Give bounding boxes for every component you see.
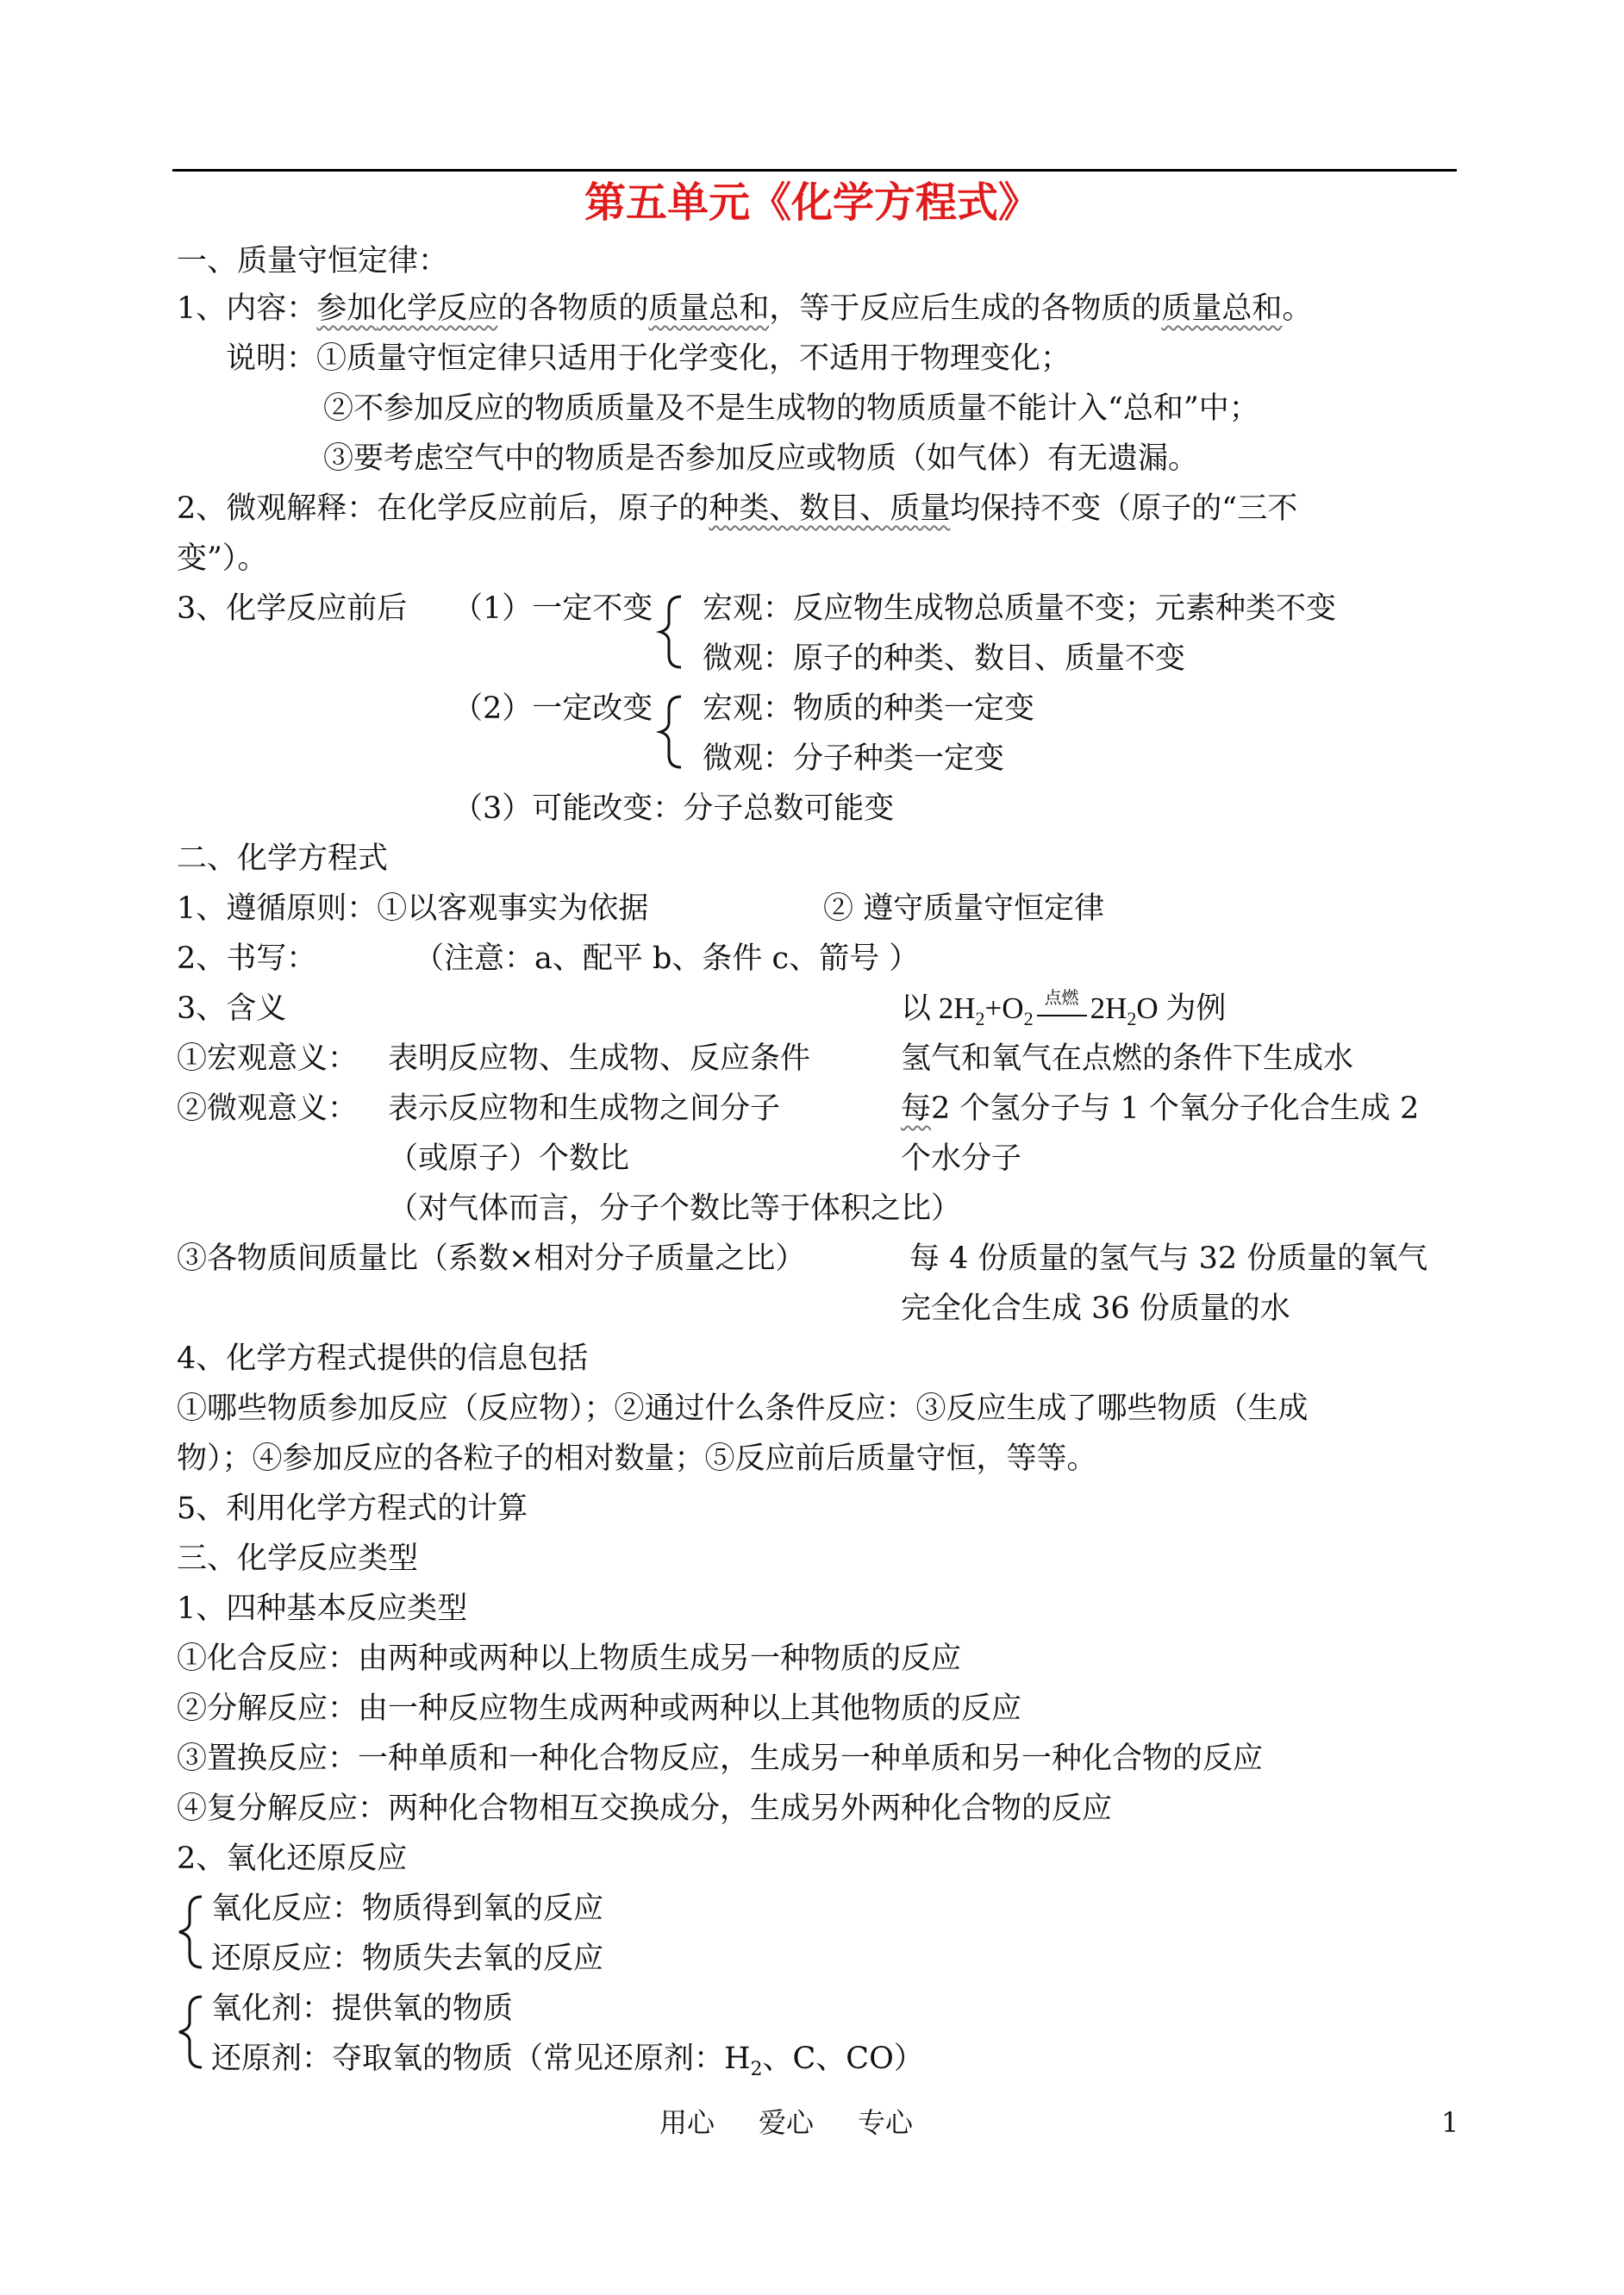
underlined-text: 化学反应 — [377, 291, 498, 326]
case-unchanged: （1）一定不变 — [453, 591, 653, 626]
case-maybe: （3）可能改变：分子总数可能变 — [453, 791, 895, 826]
combination-reaction: ①化合反应：由两种或两种以上物质生成另一种物质的反应 — [177, 1642, 962, 1676]
micro-meaning-text: 表示反应物和生成物之间分子 — [388, 1091, 781, 1126]
writing-label: 2、书写： — [177, 941, 317, 976]
macro-meaning-example: 氢气和氧气在点燃的条件下生成水 — [901, 1041, 1354, 1076]
underlined-text: 质量总和 — [648, 291, 770, 326]
text: 、C、CO） — [762, 2042, 924, 2076]
underlined-text: 每 — [901, 1091, 932, 1126]
subscript: 2 — [975, 1008, 985, 1029]
page-number: 1 — [1441, 2106, 1459, 2139]
displacement-reaction: ③置换反应：一种单质和一种化合物反应，生成另一种单质和另一种化合物的反应 — [177, 1742, 1264, 1776]
reducing-agent — [211, 2035, 924, 2083]
paragraph-content — [177, 285, 1312, 333]
text: +O — [984, 991, 1024, 1025]
underlined-text: 参加 — [316, 291, 378, 326]
principle-2: ② 遵守质量守恒定律 — [823, 891, 1105, 926]
decomposition-reaction: ②分解反应：由一种反应物生成两种或两种以上其他物质的反应 — [177, 1692, 1022, 1726]
underlined-text: 质量总和 — [1161, 291, 1283, 326]
case-changed-micro: 微观：分子种类一定变 — [703, 741, 1005, 776]
redox-heading: 2、氧化还原反应 — [177, 1842, 408, 1876]
text: 均保持不变（原子的“三不 — [950, 491, 1298, 526]
note-line-1 — [226, 335, 1071, 383]
text: 2H — [938, 991, 976, 1025]
text: ，等于反应后生成的各物质的 — [769, 291, 1162, 326]
mass-ratio-label: ③各物质间质量比（系数×相对分子质量之比） — [177, 1241, 806, 1276]
micro-meaning-label: ②微观意义： — [177, 1091, 359, 1126]
reaction-arrow — [1034, 988, 1090, 1020]
double-decomposition-reaction: ④复分解反应：两种化合物相互交换成分，生成另外两种化合物的反应 — [177, 1792, 1113, 1826]
note-label: 说明： — [226, 341, 317, 376]
text: 为例 — [1158, 991, 1227, 1025]
text: 1、内容： — [177, 291, 317, 326]
oxidizing-agent: 氧化剂：提供氧的物质 — [211, 1992, 514, 2026]
paragraph-micro-cont: 变”）。 — [177, 541, 268, 576]
oxidation-reaction: 氧化反应：物质得到氧的反应 — [211, 1892, 604, 1926]
example-equation — [901, 985, 1226, 1033]
note-line-3: ③要考虑空气中的物质是否参加反应或物质（如气体）有无遗漏。 — [323, 441, 1199, 476]
subscript: 2 — [750, 2059, 763, 2080]
case-changed: （2）一定改变 — [453, 691, 653, 726]
section-heading-1: 一、质量守恒定律： — [177, 244, 449, 278]
section-heading-2: 二、化学方程式 — [177, 841, 389, 876]
principle-1: 1、遵循原则：①以客观事实为依据 — [177, 891, 649, 926]
condition-label: 点燃 — [1044, 988, 1079, 1008]
note-line-2: ②不参加反应的物质质量及不是生成物的物质质量不能计入“总和”中； — [323, 391, 1259, 426]
writing-note: （注意：a、配平 b、条件 c、箭号 ） — [414, 941, 920, 976]
case-unchanged-micro: 微观：原子的种类、数目、质量不变 — [703, 641, 1186, 676]
section-heading-3: 三、化学反应类型 — [177, 1541, 419, 1576]
micro-meaning-example — [901, 1085, 1419, 1133]
text: 2 个氢分子与 1 个氧分子化合生成 2 — [931, 1091, 1420, 1126]
case-unchanged-macro: 宏观：反应物生成物总质量不变；元素种类不变 — [703, 591, 1337, 626]
micro-meaning-text-3: （对气体而言，分子个数比等于体积之比） — [388, 1191, 962, 1226]
brace-icon — [655, 693, 686, 771]
info-line-2: 物）；④参加反应的各粒子的相对数量；⑤反应前后质量守恒，等等。 — [177, 1441, 1097, 1476]
macro-meaning-text: 表明反应物、生成物、反应条件 — [388, 1041, 811, 1076]
brace-icon — [655, 593, 686, 671]
arrow-bar — [1037, 1015, 1087, 1016]
text: 2、微观解释：在化学反应前后，原子的 — [177, 491, 709, 526]
subscript: 2 — [1023, 1008, 1034, 1029]
micro-meaning-text-2: （或原子）个数比 — [388, 1141, 630, 1176]
brace-icon — [172, 1993, 207, 2071]
text: 以 — [901, 991, 939, 1025]
text: 2H — [1090, 991, 1127, 1025]
paragraph-before-after: 3、化学反应前后 — [177, 591, 408, 626]
brace-icon — [172, 1893, 207, 1971]
calculation-heading: 5、利用化学方程式的计算 — [177, 1491, 528, 1526]
paragraph-micro — [177, 485, 1297, 533]
footer-motto-2: 爱心 — [759, 2106, 815, 2139]
page-title: 第五单元《化学方程式》 — [584, 178, 1040, 227]
basic-types-heading: 1、四种基本反应类型 — [177, 1591, 468, 1626]
footer-motto-1: 用心 — [659, 2106, 715, 2139]
subscript: 2 — [1127, 1008, 1137, 1029]
mass-ratio-example: 每 4 份质量的氢气与 32 份质量的氧气 — [909, 1241, 1428, 1276]
mass-ratio-example-2: 完全化合生成 36 份质量的水 — [901, 1291, 1290, 1326]
case-changed-macro: 宏观：物质的种类一定变 — [703, 691, 1035, 726]
text: 还原剂：夺取氧的物质（常见还原剂：H — [211, 2042, 751, 2076]
text: 的各物质的 — [497, 291, 649, 326]
info-line-1: ①哪些物质参加反应（反应物）；②通过什么条件反应：③反应生成了哪些物质（生成 — [177, 1391, 1309, 1426]
text: O — [1136, 991, 1159, 1025]
micro-meaning-example-2: 个水分子 — [901, 1141, 1022, 1176]
header-rule — [172, 169, 1457, 172]
reduction-reaction: 还原反应：物质失去氧的反应 — [211, 1942, 604, 1976]
meaning-label: 3、含义 — [177, 991, 287, 1026]
footer-motto-3: 专心 — [858, 2106, 914, 2139]
text: 。 — [1282, 291, 1313, 326]
underlined-text: 种类、数目、质量 — [709, 491, 951, 526]
note-text: ①质量守恒定律只适用于化学变化，不适用于物理变化； — [316, 341, 1071, 376]
macro-meaning-label: ①宏观意义： — [177, 1041, 359, 1076]
info-heading: 4、化学方程式提供的信息包括 — [177, 1341, 589, 1376]
